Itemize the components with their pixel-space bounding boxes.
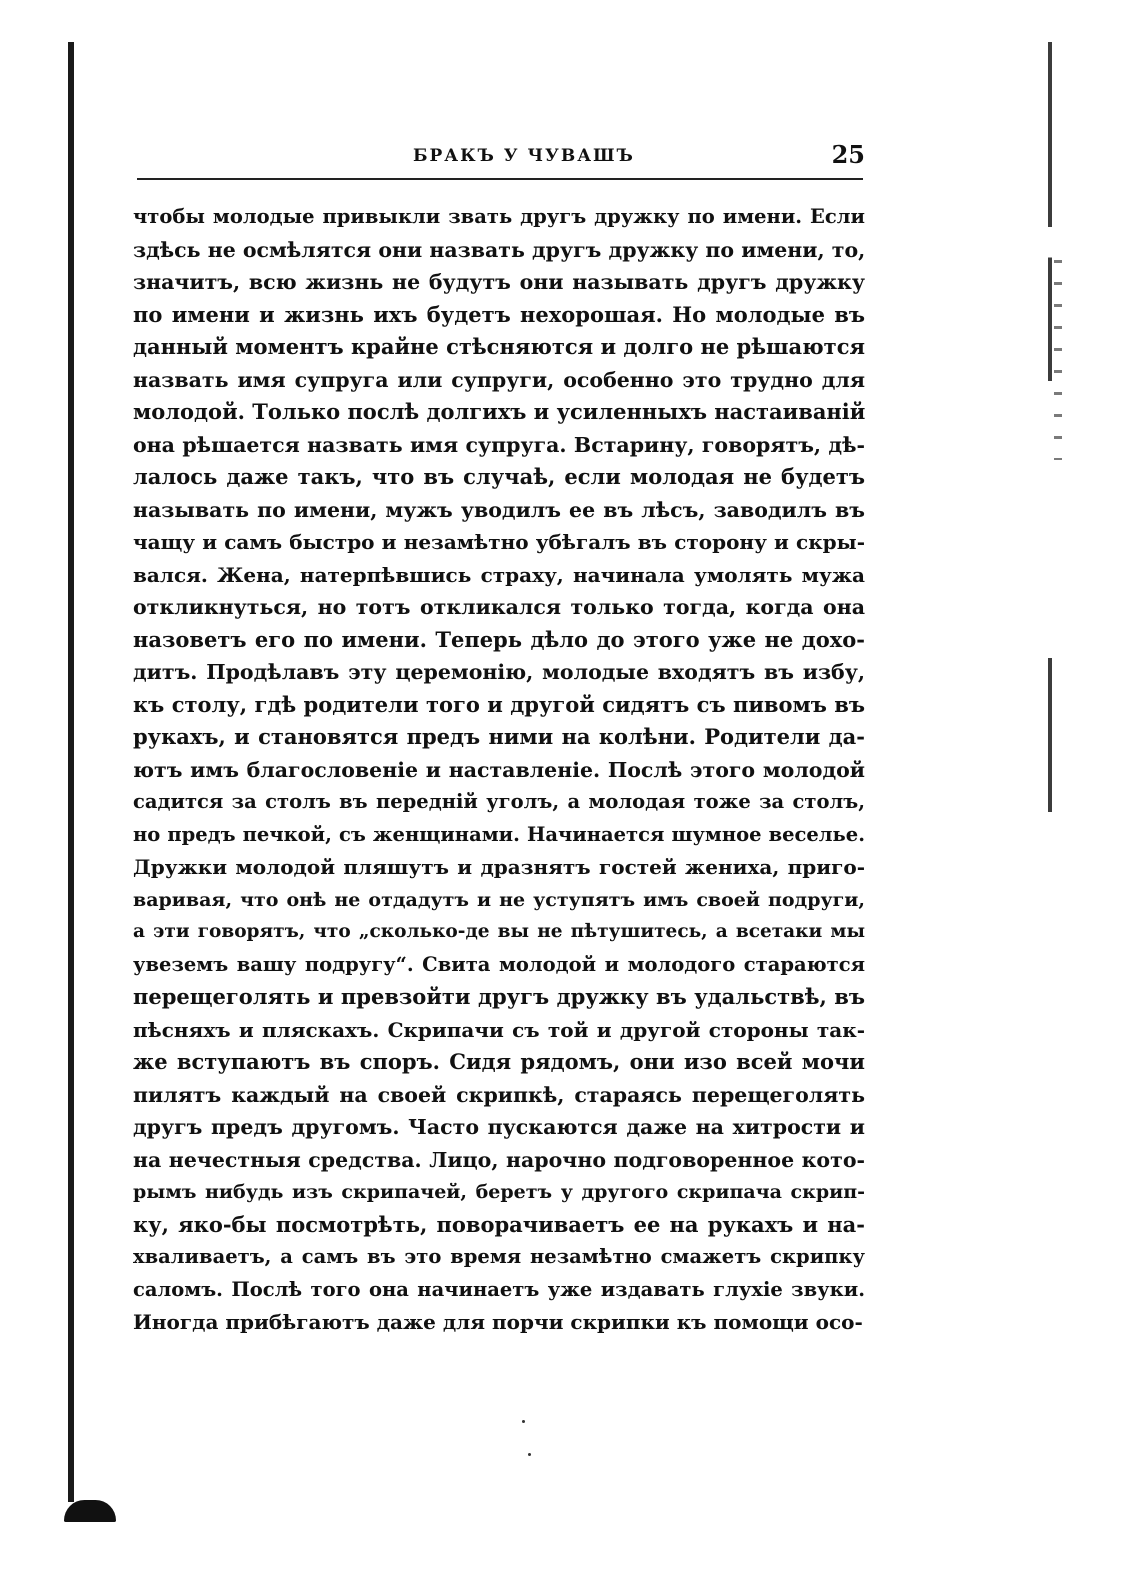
text-line: она рѣшается назвать имя супруга. Встарину, говорятъ, дѣ- (133, 432, 865, 457)
text-line: рукахъ, и становятся предъ ними на колѣни. Родители да- (133, 724, 865, 749)
text-line: Иногда прибѣгаютъ даже для порчи скрипки къ помощи осо- (133, 1310, 863, 1334)
text-line: называть по имени, мужъ уводилъ ее въ лѣсъ, заводилъ въ (133, 497, 865, 522)
text-line: по имени и жизнь ихъ будетъ нехорошая. Но молодые въ (133, 301, 865, 327)
text-line: ку, яко-бы посмотрѣть, поворачиваетъ ее на рукахъ и на- (133, 1211, 865, 1237)
page-header (133, 140, 865, 176)
running-title: БРАКЪ У ЧУВАШЪ (413, 146, 635, 166)
text-line: пѣсняхъ и пляскахъ. Скрипачи съ той и другой стороны так- (133, 1017, 865, 1042)
text-line: рымъ нибудь изъ скрипачей, беретъ у другого скрипача скрип- (133, 1181, 865, 1203)
text-line: данный моментъ крайне стѣсняются и долго не рѣшаются (133, 334, 865, 359)
scan-page-edge-right (1048, 42, 1052, 1582)
text-line: откликнуться, но тотъ откликался только тогда, когда она (133, 595, 865, 619)
page-number: 25 (831, 140, 865, 169)
text-line: назвать имя супруга или супруги, особенно это трудно для (133, 367, 865, 392)
text-line: варивая, что онѣ не отдадутъ и не уступятъ имъ своей подруги, (133, 888, 865, 911)
text-line: ютъ имъ благословенiе и наставленiе. Послѣ этого молодой (133, 757, 865, 782)
text-line: но предъ печкой, съ женщинами. Начинается шумное веселье. (133, 822, 865, 846)
text-line: къ столу, гдѣ родители того и другой сидятъ съ пивомъ въ (133, 691, 865, 717)
scan-page-edge-left (68, 42, 74, 1502)
scan-speck (522, 1420, 525, 1423)
scan-edge-marks (1054, 260, 1062, 460)
text-line: вался. Жена, натерпѣвшись страху, начинала умолять мужа (133, 562, 865, 587)
text-line: дитъ. Продѣлавъ эту церемонiю, молодые входятъ въ избу, (133, 660, 865, 684)
text-line: а эти говорятъ, что „сколько-де вы не пѣтушитесь, а всетаки мы (133, 921, 865, 942)
text-line: перещеголять и превзойти другъ дружку въ удальствѣ, въ (133, 984, 865, 1009)
text-line: на нечестныя средства. Лицо, нарочно подговоренное кото- (133, 1147, 865, 1172)
text-line: здѣсь не осмѣлятся они назвать другъ дружку по имени, то, (133, 237, 866, 262)
text-line: Дружки молодой пляшутъ и дразнятъ гостей жениха, приго- (133, 855, 865, 879)
text-line: назоветъ его по имени. Теперь дѣло до этого уже не дохо- (133, 626, 865, 652)
text-line: садится за столъ въ переднiй уголъ, а молодая тоже за столъ, (133, 790, 865, 813)
text-line: молодой. Только послѣ долгихъ и усиленныхъ настаиванiй (133, 399, 866, 424)
text-line: чащу и самъ быстро и незамѣтно убѣгалъ въ сторону и скры- (133, 530, 865, 554)
text-line: лалось даже такъ, что въ случаѣ, если молодая не будетъ (133, 464, 865, 489)
text-line: другъ предъ другомъ. Часто пускаются даже на хитрости и (133, 1115, 865, 1139)
text-line: хваливаетъ, а самъ въ это время незамѣтно смажетъ скрипку (133, 1245, 865, 1268)
text-line: пилятъ каждый на своей скрипкѣ, стараясь перещеголять (133, 1082, 865, 1107)
text-line: значитъ, всю жизнь не будутъ они называть другъ дружку (133, 270, 865, 294)
text-line: же вступаютъ въ споръ. Сидя рядомъ, они изо всей мочи (133, 1049, 865, 1074)
scan-speck (528, 1453, 531, 1456)
header-rule (137, 178, 863, 180)
text-line: чтобы молодые привыкли звать другъ дружку по имени. Если (133, 205, 865, 228)
text-line: увеземъ вашу подругу“. Свита молодой и молодого стараются (133, 952, 865, 976)
scan-thumb-mark (64, 1500, 116, 1522)
body-text (133, 201, 865, 1339)
text-line: саломъ. Послѣ того она начинаетъ уже издавать глухiе звуки. (133, 1277, 865, 1301)
